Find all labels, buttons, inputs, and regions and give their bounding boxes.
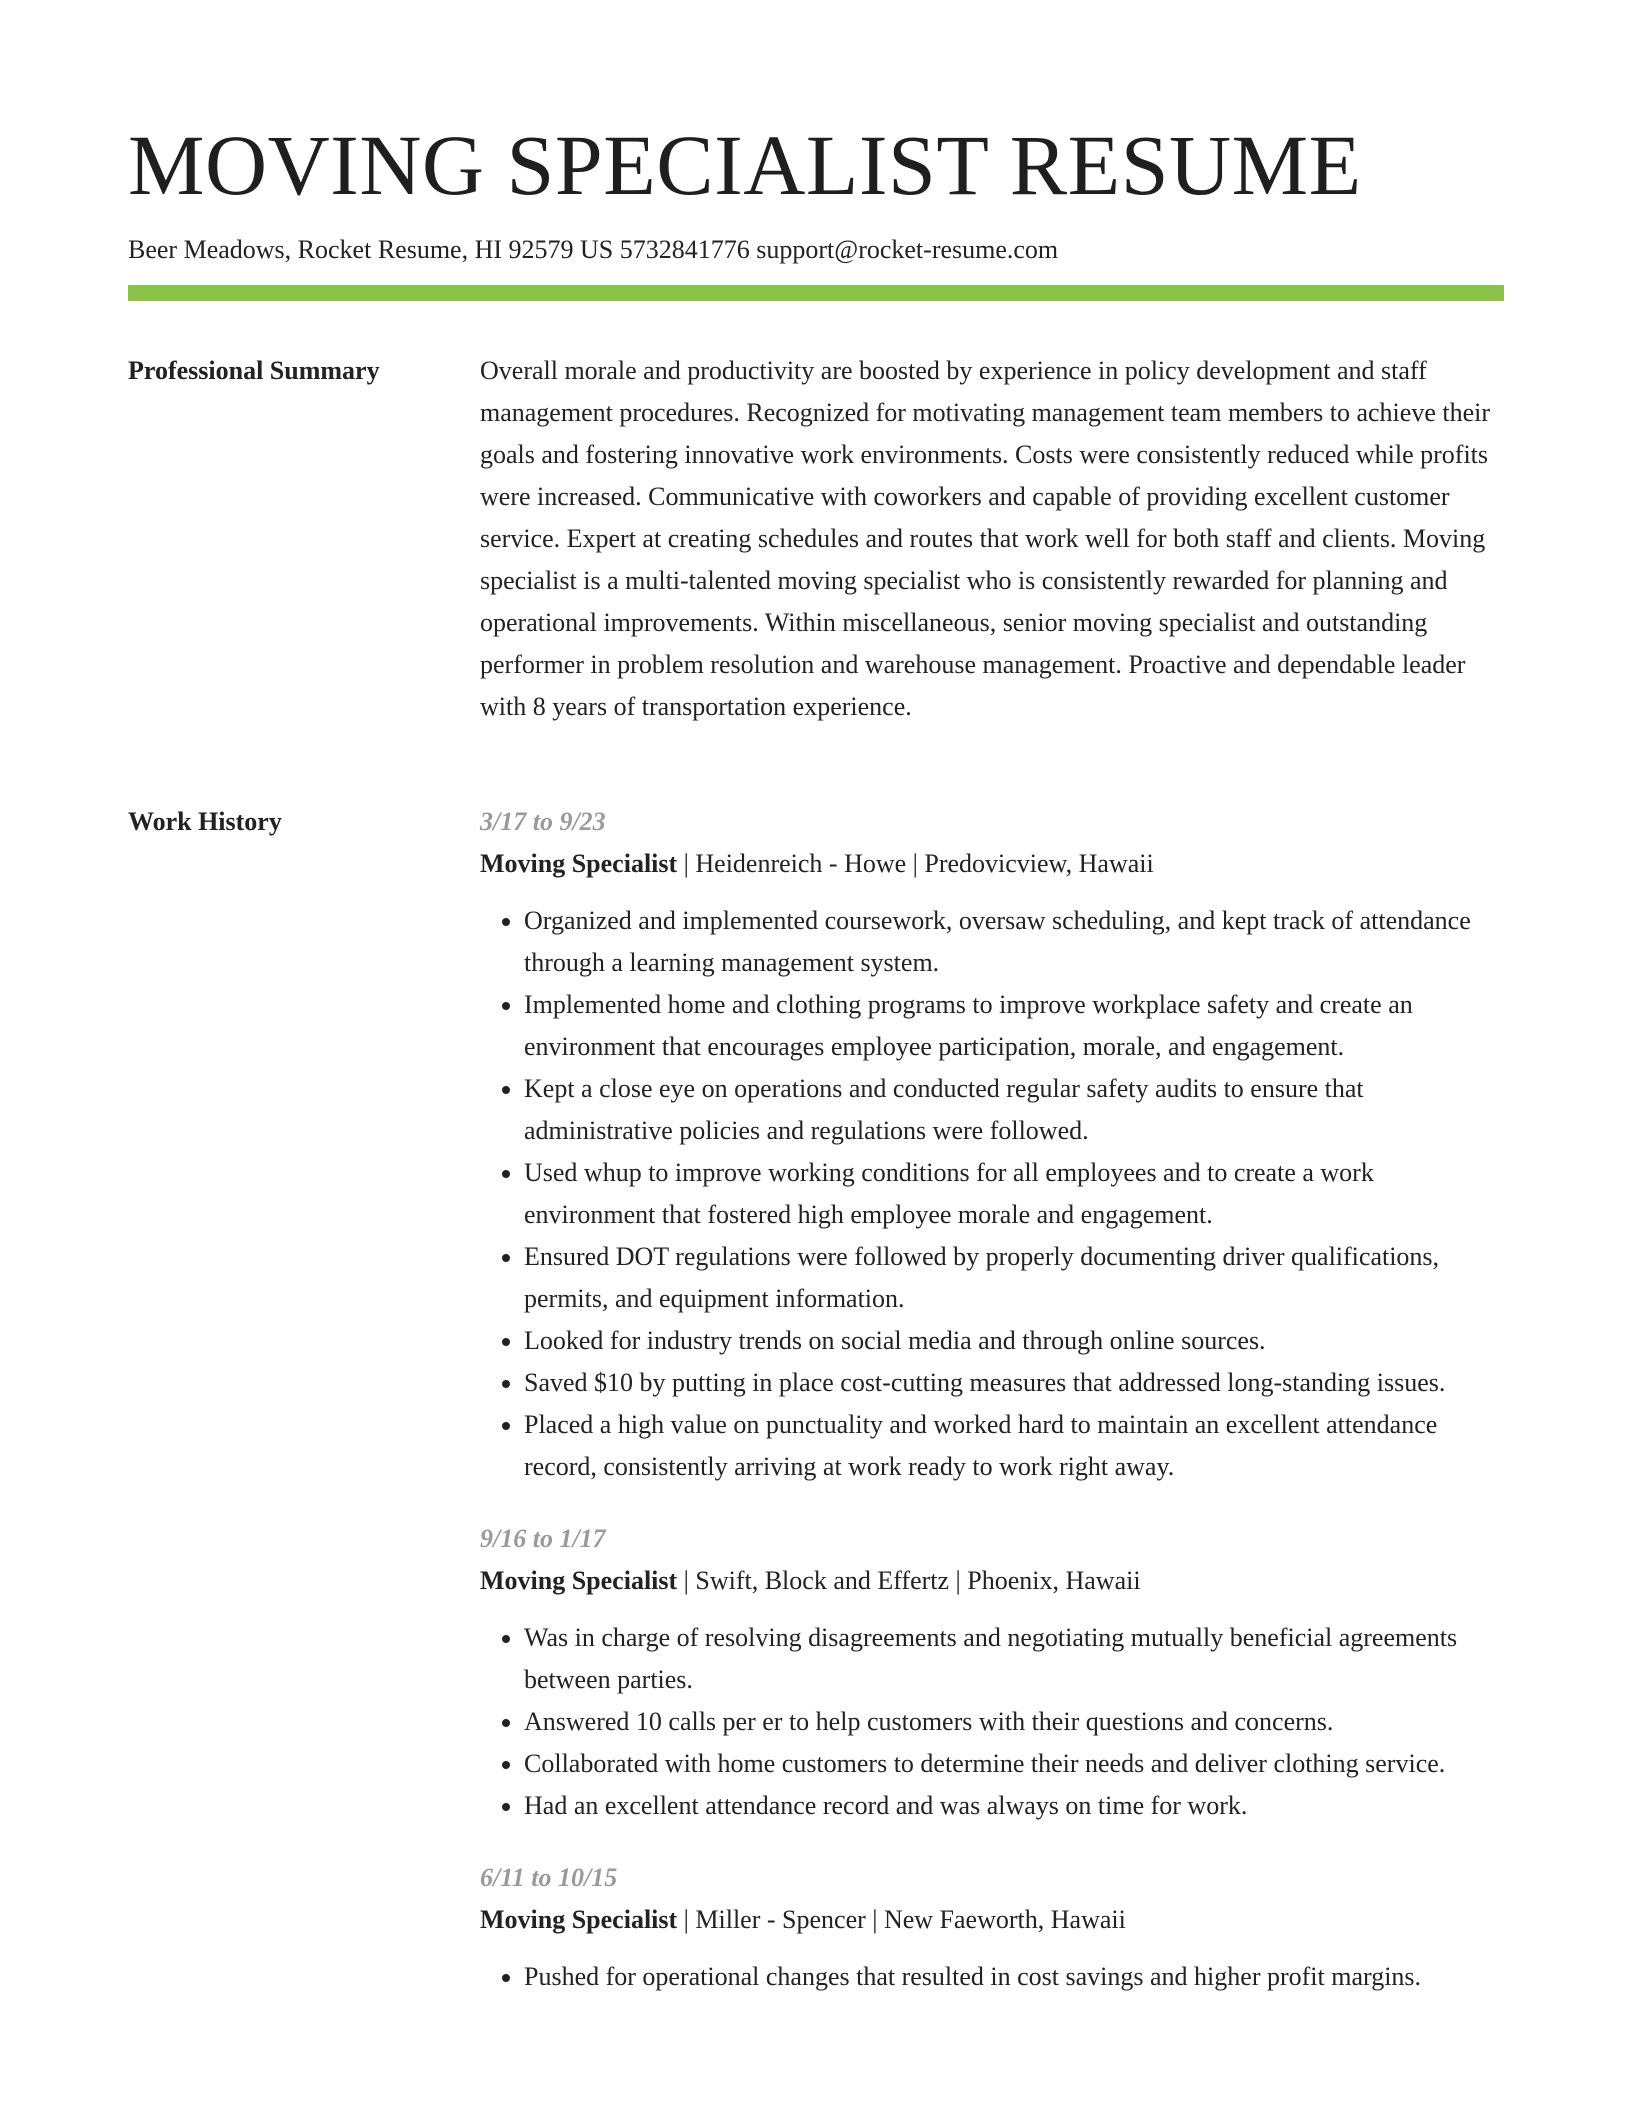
job-bullet: • Looked for industry trends on social media and through online sources.: [524, 1320, 1504, 1362]
job-bullet: • Kept a close eye on operations and conducted regular safety audits to ensure that administrative policies and regulations were followed.: [524, 1068, 1504, 1152]
job-details: | Swift, Block and Effertz | Phoenix, Hawaii: [677, 1566, 1141, 1595]
section-label-work-history: Work History: [128, 807, 282, 836]
job-entry: [480, 1857, 1504, 1998]
job-bullet: • Answered 10 calls per er to help customers with their questions and concerns.: [524, 1701, 1504, 1743]
job-heading: [480, 843, 1504, 885]
job-title: Moving Specialist: [480, 849, 678, 878]
resume-title: MOVING SPECIALIST RESUME: [128, 117, 1362, 213]
header-divider: [128, 285, 1504, 301]
job-details: | Heidenreich - Howe | Predovicview, Hawaii: [677, 849, 1154, 878]
job-dates: 6/11 to 10/15: [480, 1863, 618, 1892]
contact-line: Beer Meadows, Rocket Resume, HI 92579 US 5732841776 support@rocket-resume.com: [128, 235, 1059, 264]
section-label-professional-summary: Professional Summary: [128, 356, 380, 385]
job-bullet-list: [480, 900, 1504, 1488]
job-entry: [480, 801, 1504, 1488]
job-bullet: • Placed a high value on punctuality and worked hard to maintain an excellent attendance record, consistently arriving at work ready to work right away.: [524, 1404, 1504, 1488]
job-title: Moving Specialist: [480, 1566, 678, 1595]
job-bullet: • Ensured DOT regulations were followed by properly documenting driver qualifications, permits, and equipment information.: [524, 1236, 1504, 1320]
job-dates: 9/16 to 1/17: [480, 1524, 606, 1553]
job-bullet: • Pushed for operational changes that resulted in cost savings and higher profit margins.: [524, 1956, 1504, 1998]
job-bullet-list: [480, 1617, 1504, 1827]
job-dates: 3/17 to 9/23: [480, 807, 606, 836]
job-heading: [480, 1899, 1504, 1941]
job-entry: [480, 1518, 1504, 1827]
job-bullet: • Collaborated with home customers to determine their needs and deliver clothing service.: [524, 1743, 1504, 1785]
job-bullet: • Used whup to improve working conditions for all employees and to create a work environment that fostered high employee morale and engagement.: [524, 1152, 1504, 1236]
summary-body: [480, 350, 1504, 728]
job-heading: [480, 1560, 1504, 1602]
summary-text: Overall morale and productivity are boosted by experience in policy development and staff management procedures. Recognized for motivating management team members to achieve their goals and fostering innovative work environments. Costs were consistently reduced while profits were increased. Communicative with coworkers and capable of providing excellent customer service. Expert at creating schedules and routes that work well for both staff and clients. Moving specialist is a multi-talented moving specialist who is consistently rewarded for planning and operational improvements. Within miscellaneous, senior moving specialist and outstanding performer in problem resolution and warehouse management. Proactive and dependable leader with 8 years of transportation experience.: [480, 356, 1491, 721]
job-bullet: • Implemented home and clothing programs to improve workplace safety and create an environment that encourages employee participation, morale, and engagement.: [524, 984, 1504, 1068]
job-bullet: • Saved $10 by putting in place cost-cutting measures that addressed long-standing issues.: [524, 1362, 1504, 1404]
job-details: | Miller - Spencer | New Faeworth, Hawaii: [677, 1905, 1126, 1934]
job-title: Moving Specialist: [480, 1905, 678, 1934]
job-bullet: • Organized and implemented coursework, oversaw scheduling, and kept track of attendance through a learning management system.: [524, 900, 1504, 984]
work-history-body: [480, 801, 1504, 2028]
job-bullet: • Was in charge of resolving disagreements and negotiating mutually beneficial agreements between parties.: [524, 1617, 1504, 1701]
job-bullet: • Had an excellent attendance record and was always on time for work.: [524, 1785, 1504, 1827]
job-bullet-list: [480, 1956, 1504, 1998]
